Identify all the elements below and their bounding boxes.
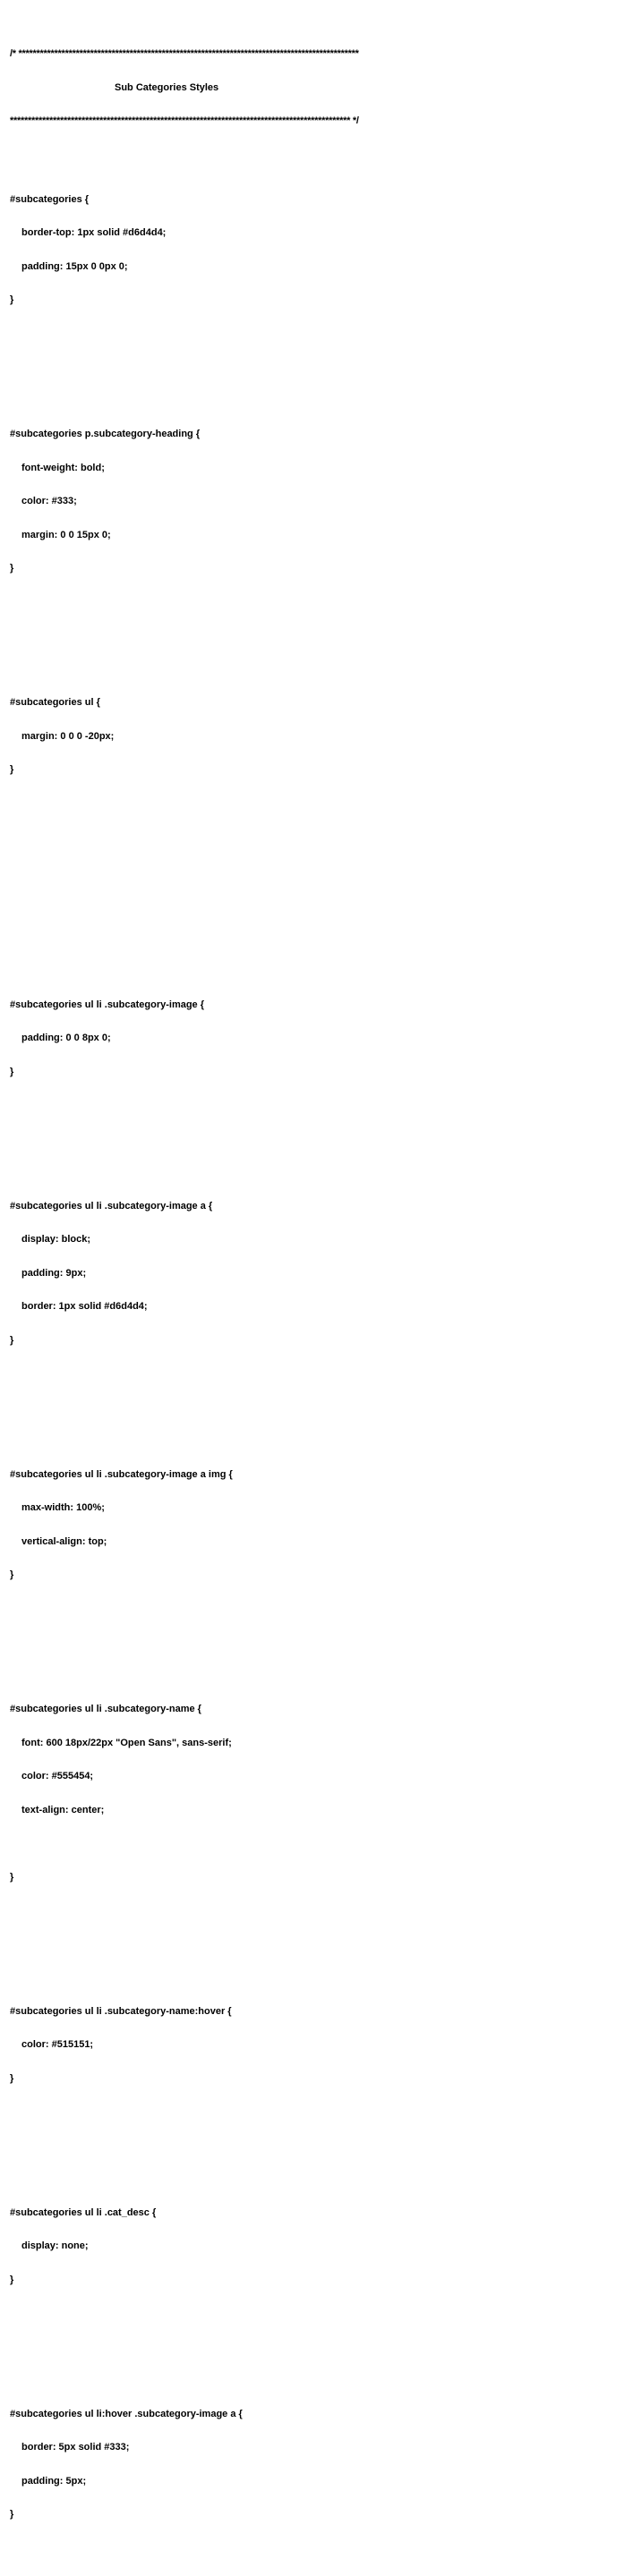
blank-line bbox=[10, 1626, 628, 1637]
blank-line bbox=[10, 1122, 628, 1134]
section-title: Sub Categories Styles bbox=[115, 81, 219, 93]
css-rule-close: } bbox=[10, 2072, 14, 2084]
css-rule bbox=[10, 2185, 628, 2308]
css-rule bbox=[10, 675, 628, 798]
css-selector: #subcategories { bbox=[10, 193, 90, 205]
css-rule bbox=[10, 172, 628, 328]
css-rule bbox=[10, 977, 628, 1101]
css-rule-close: } bbox=[10, 1871, 14, 1883]
css-declaration: padding: 15px 0 0px 0; bbox=[21, 260, 128, 272]
css-selector: #subcategories p.subcategory-heading { bbox=[10, 429, 201, 439]
css-declaration: display: block; bbox=[21, 1234, 91, 1245]
css-selector: #subcategories ul li .subcategory-image a { bbox=[10, 1200, 213, 1211]
css-rule bbox=[10, 1178, 628, 1369]
css-declaration: display: none; bbox=[21, 2240, 89, 2251]
css-rule-close: } bbox=[10, 2274, 14, 2285]
css-declaration: margin: 0 0 0 -20px; bbox=[21, 730, 115, 742]
css-declaration: font: 600 18px/22px "Open Sans", sans-serif; bbox=[21, 1737, 232, 1748]
css-declaration: padding: 9px; bbox=[21, 1267, 87, 1279]
blank-line bbox=[10, 2129, 628, 2140]
blank-line bbox=[10, 351, 628, 362]
css-selector: #subcategories ul li .cat_desc { bbox=[10, 2206, 157, 2218]
blank-line bbox=[10, 1390, 628, 1402]
css-declaration: padding: 5px; bbox=[21, 2475, 87, 2487]
blank-line bbox=[10, 619, 628, 631]
css-rule-close: } bbox=[10, 563, 14, 574]
css-declaration: border-top: 1px solid #d6d4d4; bbox=[21, 227, 167, 238]
css-rule bbox=[10, 1681, 628, 1905]
css-rule-close: } bbox=[10, 1334, 14, 1346]
blank-line bbox=[10, 888, 628, 899]
css-selector: #subcategories ul li .subcategory-name { bbox=[10, 1704, 201, 1714]
comment-close-line: *********************************************************************************************** */ bbox=[10, 115, 359, 126]
css-declaration: color: #515151; bbox=[21, 2039, 94, 2050]
css-selector: #subcategories ul { bbox=[10, 697, 100, 708]
css-rule bbox=[10, 406, 628, 597]
blank-line bbox=[10, 1927, 628, 1939]
css-selector: #subcategories ul li .subcategory-image a img { bbox=[10, 1468, 233, 1480]
css-rule bbox=[10, 1447, 628, 1603]
css-rule-close: } bbox=[10, 1569, 14, 1580]
css-declaration: color: #333; bbox=[21, 496, 77, 506]
blank-line bbox=[10, 1838, 628, 1849]
css-selector: #subcategories ul li .subcategory-name:hover { bbox=[10, 2005, 232, 2017]
blank-line bbox=[10, 820, 628, 832]
css-rule bbox=[10, 2386, 628, 2543]
css-declaration: border: 1px solid #d6d4d4; bbox=[21, 1301, 148, 1312]
css-declaration: font-weight: bold; bbox=[21, 462, 105, 473]
blank-line bbox=[10, 2330, 628, 2342]
css-declaration: text-align: center; bbox=[21, 1804, 105, 1815]
css-rule-close: } bbox=[10, 1066, 14, 1077]
css-declaration: border: 5px solid #333; bbox=[21, 2442, 130, 2453]
css-rule-close: } bbox=[10, 764, 14, 775]
css-rule-close: } bbox=[10, 294, 14, 305]
css-selector: #subcategories ul li:hover .subcategory-image a { bbox=[10, 2408, 243, 2419]
css-declaration: max-width: 100%; bbox=[21, 1502, 105, 1513]
blank-line bbox=[10, 854, 628, 865]
css-code-block bbox=[10, 4, 628, 2576]
css-declaration: vertical-align: top; bbox=[21, 1535, 107, 1547]
css-declaration: margin: 0 0 15px 0; bbox=[21, 529, 111, 540]
css-selector: #subcategories ul li .subcategory-image { bbox=[10, 999, 205, 1010]
css-rule-close: } bbox=[10, 2509, 14, 2520]
css-rule bbox=[10, 1984, 628, 2107]
css-declaration: color: #555454; bbox=[21, 1771, 94, 1781]
comment-open-line: /* *********************************************************************************************** bbox=[10, 48, 359, 59]
blank-line bbox=[10, 921, 628, 932]
css-declaration: padding: 0 0 8px 0; bbox=[21, 1033, 111, 1043]
